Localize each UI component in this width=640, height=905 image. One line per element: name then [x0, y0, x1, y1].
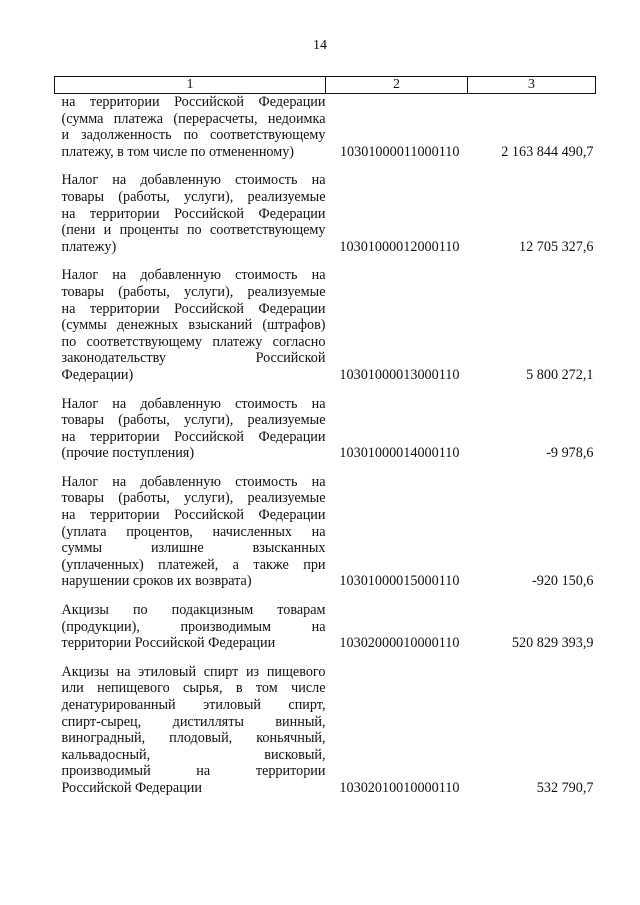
description-line: Налог на добавленную стоимость на: [61, 395, 326, 412]
description-line: платежу): [61, 238, 117, 255]
table-row: [55, 267, 596, 383]
budget-code-cell: 10302010010000110: [339, 779, 460, 796]
row-spacer: [55, 160, 596, 172]
description-cell: [55, 396, 326, 462]
row-spacer-cell: [55, 255, 596, 267]
description-line: и задолженность по соответствующему: [61, 127, 326, 144]
row-spacer: [55, 652, 596, 664]
description-line: товары (работы, услуги), реализуемые: [61, 188, 326, 205]
amount-cell: 520 829 393,9: [511, 635, 594, 652]
description-line: Налог на добавленную стоимость на: [61, 172, 326, 189]
page-number: 14: [313, 38, 327, 53]
budget-code-cell: 10301000011000110: [339, 143, 460, 160]
description-cell: [55, 94, 326, 161]
column-header-2: 2: [326, 77, 468, 94]
description-line: кальвадосный, висковый,: [61, 746, 326, 763]
amount-cell: -920 150,6: [532, 573, 594, 590]
description-line: Российской Федерации: [61, 779, 202, 796]
row-spacer-cell: [55, 462, 596, 474]
row-spacer-cell: [55, 384, 596, 396]
description-line: Федерации): [61, 366, 134, 383]
row-spacer-cell: [55, 160, 596, 172]
table-row: [55, 172, 596, 255]
row-spacer: [55, 384, 596, 396]
description-line: Акцизы на этиловый спирт из пищевого: [61, 663, 326, 680]
description-line: спирт-сырец, дистилляты винный,: [61, 713, 326, 730]
row-spacer-cell: [55, 590, 596, 602]
description-line: на территории Российской Федерации: [61, 94, 326, 110]
amount-cell: 2 163 844 490,7: [501, 143, 594, 160]
budget-code-cell: 10301000013000110: [339, 366, 460, 383]
row-spacer: [55, 462, 596, 474]
description-cell: [55, 602, 326, 652]
description-line: товары (работы, услуги), реализуемые: [61, 283, 326, 300]
row-spacer-cell: [55, 652, 596, 664]
description-line: товары (работы, услуги), реализуемые: [61, 490, 326, 507]
amount-cell: -9 978,6: [546, 445, 594, 462]
description-line: на территории Российской Федерации: [61, 428, 326, 445]
description-line: Налог на добавленную стоимость на: [61, 267, 326, 284]
description-cell: [55, 267, 326, 383]
table-row: [55, 94, 596, 161]
description-cell: [55, 474, 326, 590]
description-line: (уплаченных) платежей, а также при: [61, 556, 326, 573]
description-line: товары (работы, услуги), реализуемые: [61, 412, 326, 429]
description-line: производимый на территории: [61, 763, 326, 780]
description-line: на территории Российской Федерации: [61, 300, 326, 317]
column-header-3: 3: [468, 77, 596, 94]
table-row: [55, 396, 596, 462]
budget-code-cell: 10301000014000110: [339, 445, 460, 462]
description-line: платежу, в том числе по отмененному): [61, 143, 295, 160]
description-line: (уплата процентов, начисленных на: [61, 523, 326, 540]
description-line: денатурированный этиловый спирт,: [61, 697, 326, 713]
description-cell: [55, 172, 326, 255]
description-line: (сумма платежа (перерасчеты, недоимка: [61, 110, 326, 127]
description-line: (пени и проценты по соответствующему: [61, 222, 326, 239]
description-line: (прочие поступления): [61, 445, 195, 462]
budget-code-cell: 10301000015000110: [339, 573, 460, 590]
description-line: или непищевого сырья, в том числе: [61, 680, 326, 697]
description-line: законодательству Российской: [61, 350, 326, 367]
description-line: (суммы денежных взысканий (штрафов): [61, 317, 326, 334]
budget-code-cell: 10301000012000110: [339, 238, 460, 255]
table-body: [55, 94, 596, 797]
column-header-1: 1: [55, 77, 326, 94]
table-header-row: [55, 77, 596, 94]
description-line: на территории Российской Федерации: [61, 205, 326, 222]
budget-code-cell: 10302000010000110: [339, 635, 460, 652]
description-line: территории Российской Федерации: [61, 635, 276, 652]
amount-cell: 5 800 272,1: [526, 366, 594, 383]
revenue-table-container: [54, 76, 595, 797]
description-line: на территории Российской Федерации: [61, 507, 326, 524]
row-spacer: [55, 590, 596, 602]
table-row: [55, 474, 596, 590]
amount-cell: 12 705 327,6: [519, 238, 594, 255]
revenue-table: [54, 76, 596, 797]
row-spacer: [55, 255, 596, 267]
description-cell: [55, 664, 326, 797]
description-line: (продукции), производимым на: [61, 618, 326, 635]
description-line: суммы излишне взысканных: [61, 540, 326, 557]
description-line: нарушении сроков их возврата): [61, 573, 252, 590]
description-line: виноградный, плодовый, коньячный,: [61, 730, 326, 747]
description-line: Налог на добавленную стоимость на: [61, 473, 326, 490]
description-line: по соответствующему платежу согласно: [61, 333, 326, 350]
table-row: [55, 602, 596, 652]
table-row: [55, 664, 596, 797]
amount-cell: 532 790,7: [536, 779, 594, 796]
description-line: Акцизы по подакцизным товарам: [61, 602, 326, 619]
